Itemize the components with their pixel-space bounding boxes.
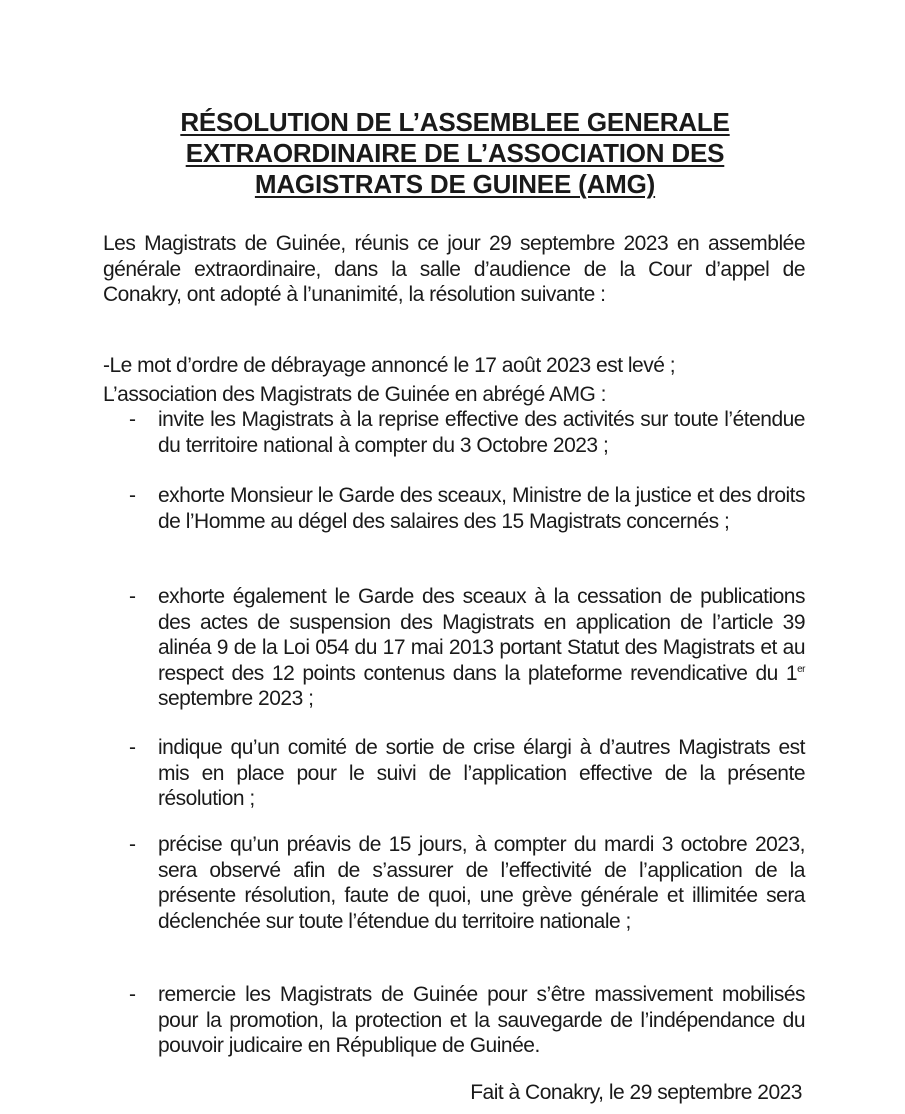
document-title bbox=[100, 107, 810, 200]
resolution-text-part: septembre 2023 ; bbox=[158, 687, 314, 710]
signoff-place-date: Fait à Conakry, le 29 septembre 2023 bbox=[470, 1081, 802, 1104]
resolution-item-text bbox=[158, 584, 805, 712]
title-line-2: EXTRAORDINAIRE DE L’ASSOCIATION DES bbox=[185, 138, 725, 168]
bullet-dash: - bbox=[129, 983, 136, 1006]
resolution-item-text: exhorte Monsieur le Garde des sceaux, Ministre de la justice et des droits de l’Homme au dégel des salaires des 15 Magistrats concernés ; bbox=[158, 484, 805, 533]
bullet-dash: - bbox=[129, 833, 136, 856]
resolution-item-text: invite les Magistrats à la reprise effective des activités sur toute l’étendue du territoire national à compter du 3 Octobre 2023 ; bbox=[158, 408, 805, 457]
resolution-text-part: exhorte également le Garde des sceaux à la cessation de publications des actes de suspension des Magistrats en application de l’article 39 alinéa 9 de la Loi 054 du 17 mai 2013 portant Statut des Magistrats et au respect des 12 points contenus dans la plateforme revendicative du 1 bbox=[158, 585, 805, 685]
association-intro: L’association des Magistrats de Guinée en abrégé AMG : bbox=[103, 383, 606, 406]
resolution-item-text: indique qu’un comité de sortie de crise élargi à d’autres Magistrats est mis en place pour le suivi de l’application effective de la présente résolution ; bbox=[158, 736, 805, 810]
bullet-dash: - bbox=[129, 736, 136, 759]
ordinal-superscript: er bbox=[797, 663, 805, 675]
title-line-3: MAGISTRATS DE GUINEE (AMG) bbox=[254, 169, 656, 199]
intro-paragraph: Les Magistrats de Guinée, réunis ce jour 29 septembre 2023 en assemblée générale extraordinaire, dans la salle d’audience de la Cour d’appel de Conakry, ont adopté à l’unanimité, la résolution suivante : bbox=[103, 232, 805, 306]
resolution-item-text: remercie les Magistrats de Guinée pour s’être massivement mobilisés pour la promotion, la protection et la sauvegarde de l’indépendance du pouvoir judicaire en République de Guinée. bbox=[158, 983, 805, 1057]
bullet-dash: - bbox=[129, 484, 136, 507]
strike-lifted-paragraph: -Le mot d’ordre de débrayage annoncé le 17 août 2023 est levé ; bbox=[103, 354, 676, 377]
resolution-item-text: précise qu’un préavis de 15 jours, à compter du mardi 3 octobre 2023, sera observé afin de s’assurer de l’effectivité de l’application de la présente résolution, faute de quoi, une grève générale et illimitée sera déclenchée sur toute l’étendue du territoire nationale ; bbox=[158, 833, 805, 933]
bullet-dash: - bbox=[129, 408, 136, 431]
bullet-dash: - bbox=[129, 585, 136, 608]
title-line-1: RÉSOLUTION DE L’ASSEMBLEE GENERALE bbox=[180, 107, 730, 137]
